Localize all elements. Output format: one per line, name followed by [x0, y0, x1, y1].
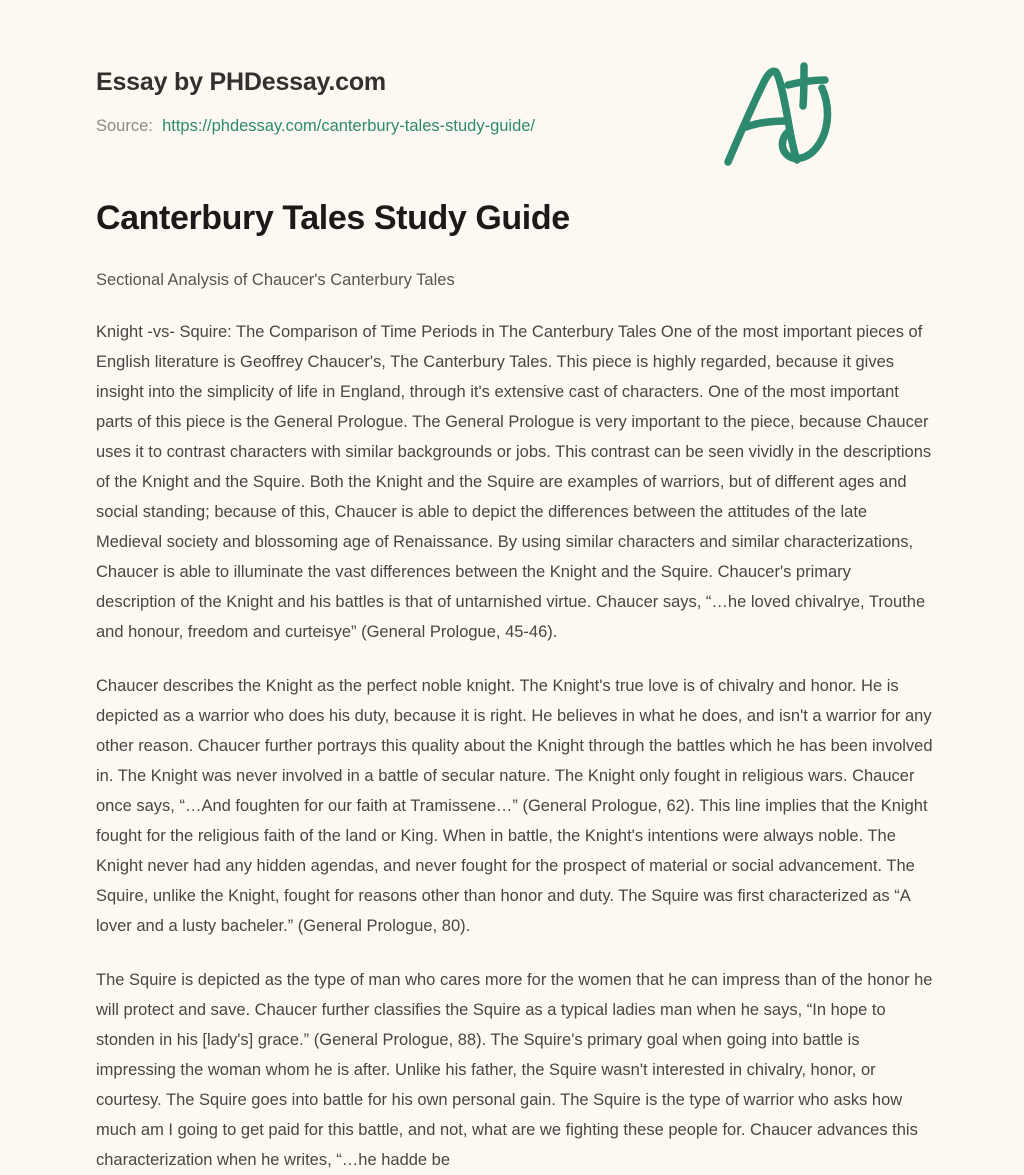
- page-title: Canterbury Tales Study Guide: [96, 199, 570, 237]
- source-label: Source:: [96, 116, 153, 135]
- page-subtitle: Sectional Analysis of Chaucer's Canterbury Tales: [96, 270, 455, 289]
- paragraph: Chaucer describes the Knight as the perfect noble knight. The Knight's true love is of chivalry and honor. He is depicted as a warrior who does his duty, because it is right. He believes in what he does, and isn't a warrior for any other reason. Chaucer further portrays this quality about the Knight through the battles which he has been involved in. The Knight was never involved in a battle of secular nature. The Knight only fought in religious wars. Chaucer once says, “…And foughten for our faith at Tramissene…” (General Prologue, 62). This line implies that the Knight fought for the religious faith of the land or King. When in battle, the Knight's intentions were always noble. The Knight never had any hidden agendas, and never fought for the prospect of material or social advancement. The Squire, unlike the Knight, fought for reasons other than honor and duty. The Squire was first characterized as “A lover and a lusty bacheler.” (General Prologue, 80).: [96, 676, 933, 935]
- paragraph: The Squire is depicted as the type of man who cares more for the women that he can impress than of the honor he will protect and save. Chaucer further classifies the Squire as a typical ladies man when he says, “In hope to stonden in his [lady's] grace.” (General Prologue, 88). The Squire's primary goal when going into battle is impressing the woman whom he is after. Unlike his father, the Squire wasn't interested in chivalry, honor, or courtesy. The Squire goes into battle for his own personal gain. The Squire is the type of warrior who asks how much am I going to get paid for this battle, and not, what are we fighting these people for. Chaucer advances this characterization when he writes, “…he hadde be: [96, 970, 933, 1169]
- brand-title: Essay by PHDessay.com: [96, 68, 386, 96]
- page-header: [96, 0, 928, 135]
- aplus-logo-icon: [718, 58, 838, 173]
- source-url-link[interactable]: https://phdessay.com/canterbury-tales-study-guide/: [162, 116, 536, 135]
- article-body: [96, 292, 934, 1175]
- paragraph: Knight -vs- Squire: The Comparison of Time Periods in The Canterbury Tales One of the most important pieces of English literature is Geoffrey Chaucer's, The Canterbury Tales. This piece is highly regarded, because it gives insight into the simplicity of life in England, through it's extensive cast of characters. One of the most important parts of this piece is the General Prologue. The General Prologue is very important to the piece, because Chaucer uses it to contrast characters with similar backgrounds or jobs. This contrast can be seen vividly in the descriptions of the Knight and the Squire. Both the Knight and the Squire are examples of warriors, but of different ages and social standing; because of this, Chaucer is able to depict the differences between the attitudes of the late Medieval society and blossoming age of Renaissance. By using similar characters and similar characterizations, Chaucer is able to illuminate the vast differences between the Knight and the Squire. Chaucer's primary description of the Knight and his battles is that of untarnished virtue. Chaucer says, “…he loved chivalrye, Trouthe and honour, freedom and curteisye” (General Prologue, 45-46).: [96, 322, 932, 641]
